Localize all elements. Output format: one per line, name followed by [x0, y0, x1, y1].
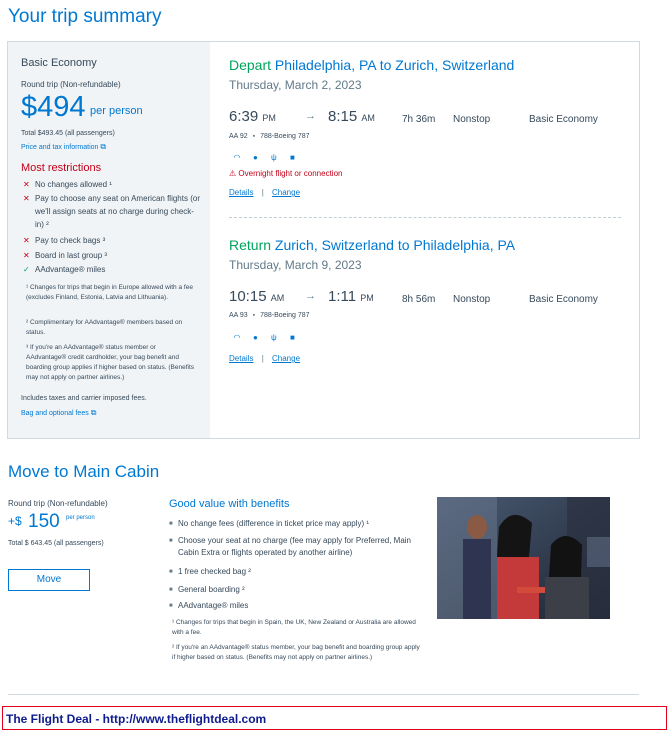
- bag-fees-link-label: Bag and optional fees: [21, 410, 89, 417]
- power-outlet-icon: ●: [253, 333, 258, 342]
- warning-icon: ⚠: [229, 169, 237, 178]
- restriction-footnote: ³ If you're an AAdvantage® status member or AAdvantage® credit cardholder, your bag benefit and boarding group applies if higher based on status. (Benefits may not apply on partner airlines.): [26, 344, 195, 381]
- depart-heading: [229, 57, 514, 73]
- restriction-footnote: ¹ Changes for trips that begin in Europe allowed with a fee (excludes Finland, Estonia, Latvia and Lithuania).: [26, 284, 193, 301]
- depart-links: [229, 188, 300, 197]
- fare-class: Basic Economy: [21, 57, 97, 69]
- x-icon: ✕: [23, 180, 30, 189]
- restriction-text: No changes allowed ¹: [35, 180, 112, 189]
- main-cabin-photo: [437, 497, 610, 619]
- restriction-text: Pay to choose any seat on American flights (or we'll assign seats at no charge during check-in) ²: [35, 194, 200, 229]
- wifi-icon: ◠: [233, 153, 241, 162]
- depart-date: Thursday, March 2, 2023: [229, 78, 362, 92]
- taxes-note: Includes taxes and carrier imposed fees.: [21, 395, 147, 402]
- return-amenities: [233, 327, 302, 345]
- depart-details-link[interactable]: Details: [229, 188, 254, 197]
- benefit-text: Choose your seat at no charge (fee may apply for Preferred, Main Cabin Extra or flights operated by another airline): [178, 536, 412, 557]
- time-value: 8:15: [328, 108, 358, 125]
- x-icon: ✕: [23, 236, 30, 245]
- link-separator: |: [261, 354, 264, 363]
- upsell-total: Total $ 643.45 (all passengers): [8, 540, 104, 547]
- x-icon: ✕: [23, 251, 30, 260]
- aircraft: 788-Boeing 787: [260, 312, 310, 319]
- fare-total: Total $493.45 (all passengers): [21, 130, 115, 137]
- return-details-link[interactable]: Details: [229, 354, 254, 363]
- return-arrival-time: [328, 288, 374, 305]
- flight-number: AA 93: [229, 312, 248, 319]
- depart-amenities: [233, 147, 302, 165]
- return-flight-info: [229, 312, 310, 319]
- restriction-text: Board in last group ³: [35, 251, 108, 260]
- check-icon: ✓: [23, 265, 30, 274]
- upsell-footnote: ² If you're an AAdvantage® status member, your bag benefit and boarding group apply if higher based on status. (Benefits may not apply on partner airlines.): [172, 644, 420, 661]
- page-title: Your trip summary: [8, 6, 162, 27]
- upsell-footnote: ¹ Changes for trips that begin in Spain, the UK, New Zealand or Australia are allowed with a fee.: [172, 619, 416, 636]
- entertainment-icon: ■: [289, 333, 295, 342]
- depart-change-link[interactable]: Change: [272, 188, 301, 197]
- arrow-right-icon: →: [305, 110, 316, 122]
- flight-deal-footer: [2, 706, 667, 730]
- fare-panel: [8, 42, 210, 438]
- fare-per-person: per person: [90, 105, 143, 117]
- bullet-icon: ■: [169, 569, 173, 575]
- price-tax-link[interactable]: [21, 142, 106, 152]
- return-label: Return: [229, 237, 272, 253]
- return-links: [229, 354, 300, 363]
- segment-divider: [229, 217, 621, 218]
- depart-label: Depart: [229, 57, 272, 73]
- bullet-icon: ■: [169, 538, 173, 544]
- upsell-trip-type: Round trip (Non-refundable): [8, 499, 108, 508]
- time-ampm: AM: [270, 293, 285, 303]
- benefits-heading: Good value with benefits: [169, 498, 290, 510]
- benefit-text: General boarding ²: [178, 585, 245, 594]
- entertainment-icon: ■: [289, 153, 295, 162]
- price-tax-link-label: Price and tax information: [21, 144, 99, 151]
- depart-stops: Nonstop: [453, 114, 491, 125]
- usb-icon: ψ: [271, 333, 277, 342]
- restriction-text: AAdvantage® miles: [35, 265, 106, 274]
- return-cabin: Basic Economy: [529, 294, 598, 305]
- external-link-icon: ⧉: [90, 408, 97, 417]
- warning-text: Overnight flight or connection: [238, 169, 343, 178]
- time-ampm: PM: [262, 113, 276, 123]
- restriction-footnote: ² Complimentary for AAdvantage® members based on status.: [26, 319, 183, 336]
- upsell-per-person: per person: [66, 515, 95, 521]
- aircraft-icon: ▪: [252, 133, 256, 140]
- bullet-icon: ■: [169, 521, 173, 527]
- time-value: 6:39: [229, 108, 259, 125]
- flight-number: AA 92: [229, 133, 248, 140]
- depart-arrival-time: [328, 108, 375, 125]
- benefit-text: No change fees (difference in ticket price may apply) ¹: [178, 519, 370, 528]
- return-duration: 8h 56m: [402, 294, 436, 305]
- return-heading: [229, 237, 515, 253]
- external-link-icon: ⧉: [100, 142, 107, 151]
- bullet-icon: ■: [169, 603, 173, 609]
- return-stops: Nonstop: [453, 294, 491, 305]
- depart-departure-time: [229, 108, 276, 125]
- aircraft: 788-Boeing 787: [260, 133, 310, 140]
- upsell-title: Move to Main Cabin: [8, 462, 160, 481]
- return-date: Thursday, March 9, 2023: [229, 258, 362, 272]
- depart-duration: 7h 36m: [402, 114, 436, 125]
- arrow-right-icon: →: [305, 290, 316, 302]
- time-value: 10:15: [229, 288, 267, 305]
- section-divider: [8, 694, 639, 695]
- trip-summary-card: [7, 41, 640, 439]
- return-route: Zurich, Switzerland to Philadelphia, PA: [274, 237, 516, 253]
- time-ampm: PM: [360, 293, 374, 303]
- power-outlet-icon: ●: [253, 153, 258, 162]
- wifi-icon: ◠: [233, 333, 241, 342]
- return-change-link[interactable]: Change: [272, 354, 301, 363]
- restrictions-heading: Most restrictions: [21, 162, 102, 174]
- footer-text: The Flight Deal - http://www.theflightdeal.com: [6, 712, 267, 726]
- restriction-text: Pay to check bags ³: [35, 236, 106, 245]
- depart-flight-info: [229, 133, 310, 140]
- aircraft-icon: ▪: [252, 312, 256, 319]
- move-button[interactable]: Move: [8, 569, 90, 591]
- benefit-text: AAdvantage® miles: [178, 601, 249, 610]
- upsell-price-prefix: +$: [8, 514, 22, 528]
- upsell-price: 150: [28, 511, 60, 532]
- cabin-passengers-image: [437, 497, 610, 619]
- bullet-icon: ■: [169, 587, 173, 593]
- depart-cabin: Basic Economy: [529, 114, 598, 125]
- usb-icon: ψ: [271, 153, 277, 162]
- time-ampm: AM: [361, 113, 375, 123]
- link-separator: |: [261, 188, 264, 197]
- fare-trip-type: Round trip (Non-refundable): [21, 80, 121, 89]
- benefit-text: 1 free checked bag ²: [178, 567, 251, 576]
- depart-route: Philadelphia, PA to Zurich, Switzerland: [274, 57, 515, 73]
- bag-fees-link[interactable]: [21, 408, 96, 418]
- time-value: 1:11: [328, 288, 357, 305]
- return-departure-time: [229, 288, 284, 305]
- x-icon: ✕: [23, 194, 30, 203]
- overnight-warning: [229, 169, 342, 178]
- fare-price: $494: [21, 91, 86, 123]
